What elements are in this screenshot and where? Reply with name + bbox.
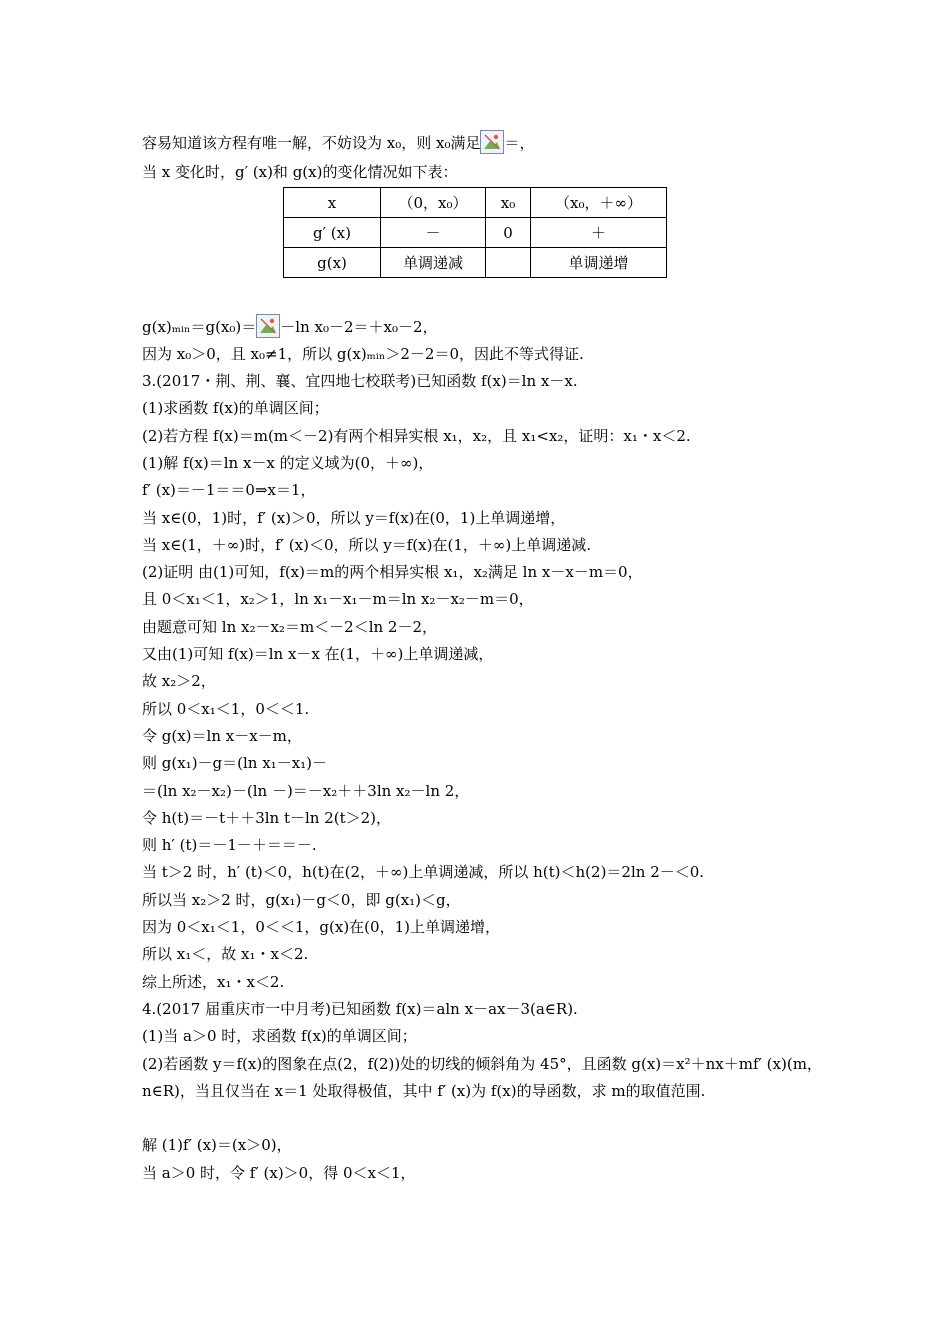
problem3-line: (2)证明 由(1)可知，f(x)＝m的两个相异实根 x₁，x₂满足 ln x－x－m＝0， bbox=[142, 563, 643, 582]
table-row bbox=[284, 248, 667, 278]
problem3-line: 故 x₂＞2， bbox=[142, 672, 216, 691]
table-cell: 0 bbox=[486, 218, 531, 248]
problem3-line: f′ (x)＝－1＝＝0⇒x＝1， bbox=[142, 481, 316, 500]
problem3-line: 当 x∈(0，1)时，f′ (x)＞0，所以 y＝f(x)在(0，1)上单调递增， bbox=[142, 508, 566, 527]
table-cell: x bbox=[284, 188, 381, 218]
min-value-line bbox=[142, 314, 438, 338]
problem4-line: 当 a＞0 时，令 f′ (x)＞0，得 0＜x＜1， bbox=[142, 1163, 416, 1182]
variation-table bbox=[283, 187, 667, 278]
problem3-line: 令 h(t)＝－t＋＋3ln t－ln 2(t＞2)， bbox=[142, 808, 392, 827]
problem3-line: 所以 x₁＜，故 x₁・x＜2. bbox=[142, 945, 309, 964]
table-cell: 单调递减 bbox=[381, 248, 486, 278]
problem3-line: (1)求函数 f(x)的单调区间； bbox=[142, 399, 329, 418]
problem3-line: (2)若方程 f(x)＝m(m＜－2)有两个相异实根 x₁，x₂，且 x₁<x₂，证明：x₁・x＜2. bbox=[142, 426, 691, 445]
table-cell: x₀ bbox=[486, 188, 531, 218]
problem3-line: 则 h′ (t)＝－1－＋＝＝－. bbox=[142, 836, 317, 855]
table-cell: ＋ bbox=[531, 218, 667, 248]
problem3-line: 当 x∈(1，＋∞)时，f′ (x)＜0，所以 y＝f(x)在(1，＋∞)上单调递减. bbox=[142, 535, 591, 554]
table-cell: （0，x₀） bbox=[381, 188, 486, 218]
problem3-line: 当 t＞2 时，h′ (t)＜0，h(t)在(2，＋∞)上单调递减，所以 h(t)＜h(2)＝2ln 2－＜0. bbox=[142, 863, 705, 882]
problem4-paragraph: (2)若函数 y＝f(x)的图象在点(2，f(2))处的切线的倾斜角为 45°，且函数 g(x)＝x²＋nx＋mf′ (x)(m，n∈R)，当且仅当在 x＝1 处取得极值，其中 f′ (x)为 f(x)的导函数，求 m的取值范围. bbox=[142, 1054, 822, 1100]
problem3-line: 且 0＜x₁＜1，x₂＞1，ln x₁－x₁－m＝ln x₂－x₂－m＝0， bbox=[142, 590, 534, 609]
min-text: g(x)ₘᵢₙ＝g(x₀)＝ bbox=[142, 318, 257, 336]
problem4-line: 4.(2017 届重庆市一中月考)已知函数 f(x)＝aln x－ax－3(a∈R). bbox=[142, 999, 578, 1018]
table-cell: g′ (x) bbox=[284, 218, 381, 248]
problem3-line: 综上所述，x₁・x＜2. bbox=[142, 972, 285, 991]
table-row bbox=[284, 218, 667, 248]
conclusion-line: 因为 x₀＞0，且 x₀≠1，所以 g(x)ₘᵢₙ＞2－2＝0，因此不等式得证. bbox=[142, 345, 584, 363]
intro-line-1 bbox=[142, 130, 535, 154]
problem4-line: 解 (1)f′ (x)＝(x＞0)， bbox=[142, 1136, 292, 1155]
problem4-line: (1)当 a＞0 时，求函数 f(x)的单调区间； bbox=[142, 1027, 417, 1046]
table-cell bbox=[486, 248, 531, 278]
table-cell: g(x) bbox=[284, 248, 381, 278]
problem3-line: ＝(ln x₂－x₂)－(ln －)＝－x₂＋＋3ln x₂－ln 2， bbox=[142, 781, 470, 800]
broken-image-icon bbox=[256, 314, 280, 338]
problem3-line: 因为 0＜x₁＜1，0＜＜1，g(x)在(0，1)上单调递增， bbox=[142, 918, 500, 936]
problem3-line: 所以 0＜x₁＜1，0＜＜1. bbox=[142, 699, 310, 718]
problem3-line: 则 g(x₁)－g＝(ln x₁－x₁)－ bbox=[142, 754, 328, 773]
table-cell: － bbox=[381, 218, 486, 248]
problem3-line: 3.(2017・荆、荆、襄、宜四地七校联考)已知函数 f(x)＝ln x－x. bbox=[142, 372, 578, 390]
problem3-line: 由题意可知 ln x₂－x₂＝m＜－2＜ln 2－2， bbox=[142, 617, 438, 636]
table-row bbox=[284, 188, 667, 218]
min-text-tail: －ln x₀－2＝＋x₀－2， bbox=[280, 318, 438, 336]
intro-text-tail: ＝， bbox=[504, 134, 535, 152]
problem3-line: (1)解 f(x)＝ln x－x 的定义域为(0，＋∞)， bbox=[142, 453, 434, 472]
broken-image-icon bbox=[480, 130, 504, 154]
problem3-line: 令 g(x)＝ln x－x－m， bbox=[142, 726, 302, 745]
intro-text: 容易知道该方程有唯一解，不妨设为 x₀，则 x₀满足 bbox=[142, 134, 481, 152]
problem3-line: 所以当 x₂＞2 时，g(x₁)－g＜0，即 g(x₁)＜g， bbox=[142, 890, 461, 909]
table-cell: （x₀，＋∞） bbox=[531, 188, 667, 218]
problem3-line: 又由(1)可知 f(x)＝ln x－x 在(1，＋∞)上单调递减， bbox=[142, 645, 494, 663]
intro-line-2: 当 x 变化时，g′ (x)和 g(x)的变化情况如下表： bbox=[142, 163, 458, 181]
table-cell: 单调递增 bbox=[531, 248, 667, 278]
